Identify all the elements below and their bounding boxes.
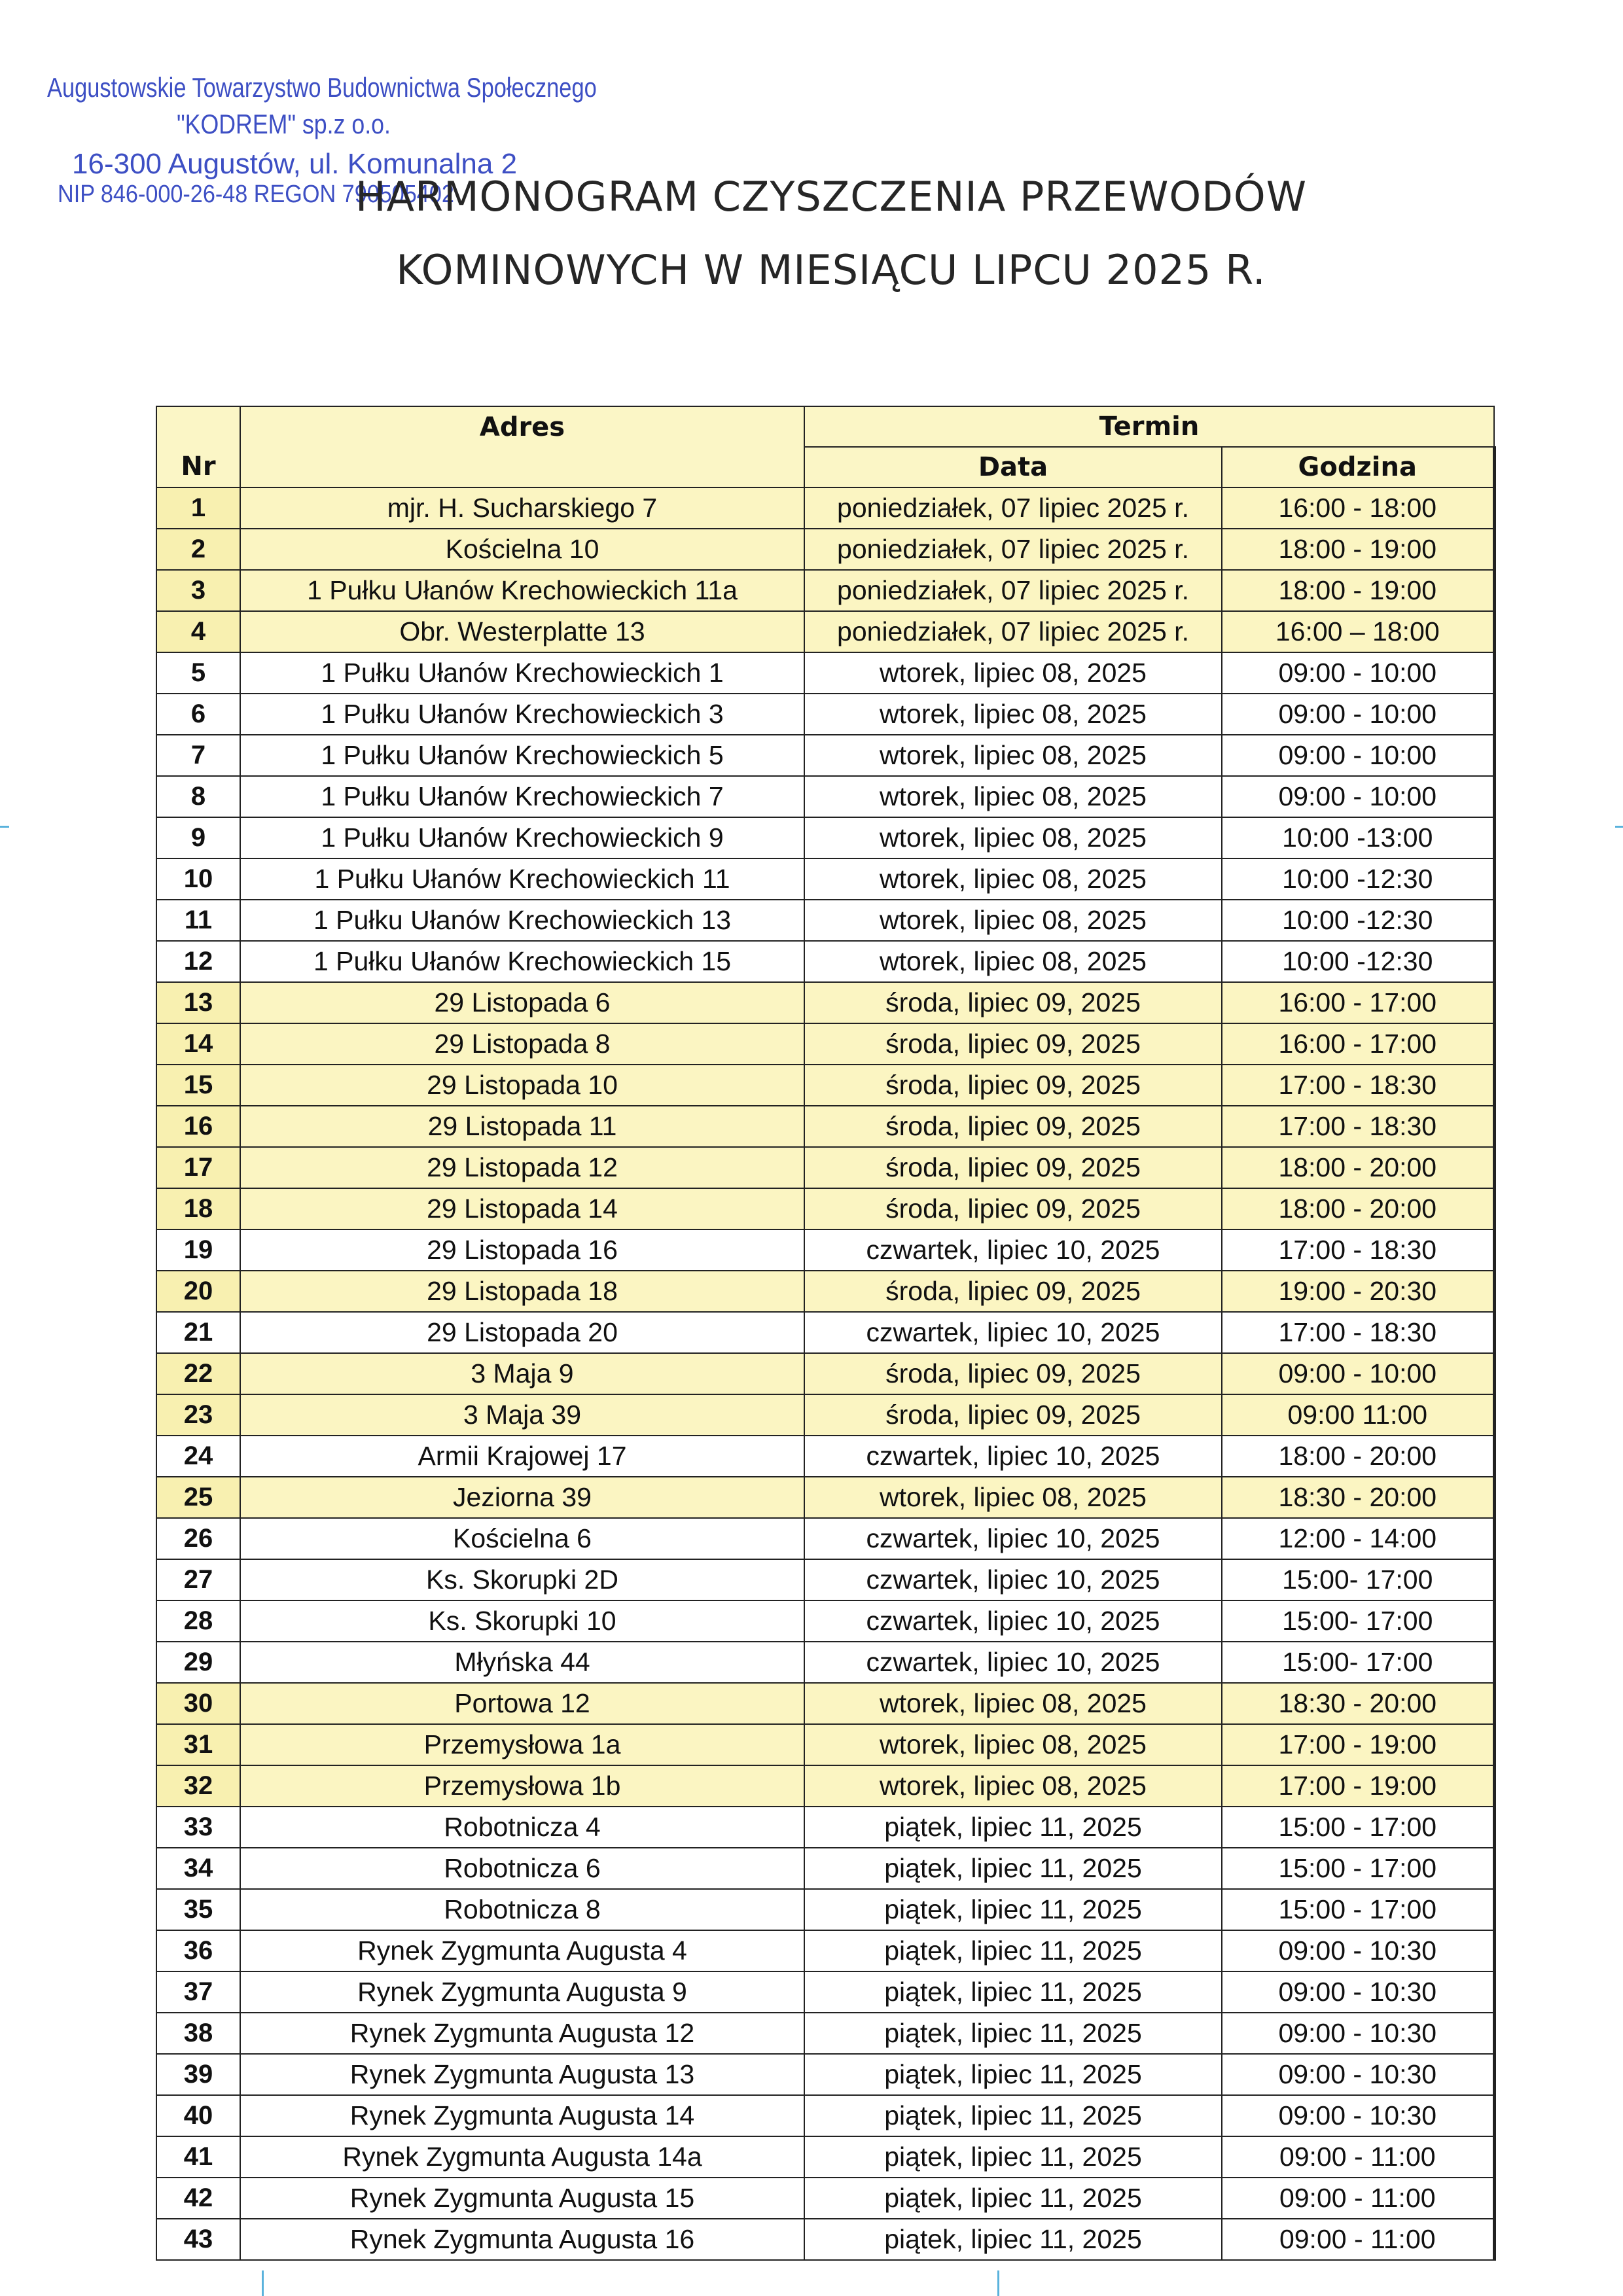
row-data: wtorek, lipiec 08, 2025 <box>804 694 1222 735</box>
row-godzina: 09:00 - 10:00 <box>1222 1353 1494 1394</box>
row-adres: Przemysłowa 1b <box>240 1765 804 1807</box>
row-godzina: 17:00 - 18:30 <box>1222 1106 1494 1147</box>
table-row <box>156 2013 1494 2054</box>
row-godzina: 15:00- 17:00 <box>1222 1642 1494 1683</box>
row-godzina: 09:00 - 11:00 <box>1222 2219 1494 2260</box>
row-nr: 9 <box>156 817 240 858</box>
row-nr: 24 <box>156 1436 240 1477</box>
row-data: piątek, lipiec 11, 2025 <box>804 1889 1222 1930</box>
row-godzina: 12:00 - 14:00 <box>1222 1518 1494 1559</box>
row-adres: Rynek Zygmunta Augusta 15 <box>240 2178 804 2219</box>
row-adres: 1 Pułku Ułanów Krechowieckich 1 <box>240 652 804 694</box>
row-adres: Kościelna 6 <box>240 1518 804 1559</box>
title-line-1: HARMONOGRAM CZYSZCZENIA PRZEWODÓW <box>355 173 1308 221</box>
row-nr: 3 <box>156 570 240 611</box>
row-godzina: 09:00 - 10:30 <box>1222 2054 1494 2095</box>
row-data: czwartek, lipiec 10, 2025 <box>804 1600 1222 1642</box>
row-data: czwartek, lipiec 10, 2025 <box>804 1436 1222 1477</box>
table-row <box>156 1023 1494 1065</box>
row-nr: 2 <box>156 529 240 570</box>
row-data: środa, lipiec 09, 2025 <box>804 1106 1222 1147</box>
row-godzina: 09:00 - 10:00 <box>1222 694 1494 735</box>
table-row <box>156 735 1494 776</box>
row-adres: 29 Listopada 18 <box>240 1271 804 1312</box>
table-row <box>156 1188 1494 1229</box>
row-data: wtorek, lipiec 08, 2025 <box>804 652 1222 694</box>
stamp-line-nip: NIP 846-000-26-48 REGON 790505402 <box>58 181 454 208</box>
row-godzina: 18:00 - 19:00 <box>1222 570 1494 611</box>
row-adres: 29 Listopada 8 <box>240 1023 804 1065</box>
row-nr: 31 <box>156 1724 240 1765</box>
row-data: środa, lipiec 09, 2025 <box>804 1271 1222 1312</box>
row-data: wtorek, lipiec 08, 2025 <box>804 817 1222 858</box>
row-nr: 35 <box>156 1889 240 1930</box>
row-godzina: 09:00 - 10:00 <box>1222 652 1494 694</box>
row-adres: Rynek Zygmunta Augusta 4 <box>240 1930 804 1971</box>
row-data: czwartek, lipiec 10, 2025 <box>804 1559 1222 1600</box>
table-row <box>156 570 1494 611</box>
row-nr: 12 <box>156 941 240 982</box>
table-row <box>156 941 1494 982</box>
row-data: czwartek, lipiec 10, 2025 <box>804 1642 1222 1683</box>
row-godzina: 19:00 - 20:30 <box>1222 1271 1494 1312</box>
row-data: piątek, lipiec 11, 2025 <box>804 1930 1222 1971</box>
row-godzina: 09:00 - 10:30 <box>1222 1971 1494 2013</box>
row-data: czwartek, lipiec 10, 2025 <box>804 1518 1222 1559</box>
table-row <box>156 2054 1494 2095</box>
row-nr: 25 <box>156 1477 240 1518</box>
row-adres: 1 Pułku Ułanów Krechowieckich 3 <box>240 694 804 735</box>
row-data: środa, lipiec 09, 2025 <box>804 1147 1222 1188</box>
table-row <box>156 1229 1494 1271</box>
row-nr: 28 <box>156 1600 240 1642</box>
row-godzina: 16:00 - 18:00 <box>1222 487 1494 529</box>
row-data: piątek, lipiec 11, 2025 <box>804 2136 1222 2178</box>
row-adres: 29 Listopada 11 <box>240 1106 804 1147</box>
schedule-table <box>156 406 1496 2261</box>
header-termin: Termin <box>804 406 1494 447</box>
table-row <box>156 1971 1494 2013</box>
row-nr: 19 <box>156 1229 240 1271</box>
row-adres: Obr. Westerplatte 13 <box>240 611 804 652</box>
table-row <box>156 1807 1494 1848</box>
table-subheader-row <box>156 447 1494 487</box>
row-data: czwartek, lipiec 10, 2025 <box>804 1229 1222 1271</box>
row-adres: Rynek Zygmunta Augusta 14a <box>240 2136 804 2178</box>
table-row <box>156 1518 1494 1559</box>
row-godzina: 17:00 - 19:00 <box>1222 1724 1494 1765</box>
row-data: piątek, lipiec 11, 2025 <box>804 1807 1222 1848</box>
row-adres: Robotnicza 8 <box>240 1889 804 1930</box>
row-godzina: 10:00 -12:30 <box>1222 900 1494 941</box>
row-godzina: 17:00 - 19:00 <box>1222 1765 1494 1807</box>
row-nr: 22 <box>156 1353 240 1394</box>
row-nr: 16 <box>156 1106 240 1147</box>
row-godzina: 15:00- 17:00 <box>1222 1559 1494 1600</box>
row-data: środa, lipiec 09, 2025 <box>804 982 1222 1023</box>
table-row <box>156 1642 1494 1683</box>
row-adres: Robotnicza 4 <box>240 1807 804 1848</box>
row-godzina: 09:00 - 10:30 <box>1222 2095 1494 2136</box>
row-nr: 43 <box>156 2219 240 2260</box>
row-data: środa, lipiec 09, 2025 <box>804 1394 1222 1436</box>
table-row <box>156 1559 1494 1600</box>
row-data: środa, lipiec 09, 2025 <box>804 1353 1222 1394</box>
table-row <box>156 1394 1494 1436</box>
row-adres: Robotnicza 6 <box>240 1848 804 1889</box>
row-godzina: 09:00 11:00 <box>1222 1394 1494 1436</box>
row-nr: 39 <box>156 2054 240 2095</box>
row-data: poniedziałek, 07 lipiec 2025 r. <box>804 529 1222 570</box>
table-row <box>156 2095 1494 2136</box>
table-row <box>156 1147 1494 1188</box>
row-nr: 10 <box>156 858 240 900</box>
row-nr: 32 <box>156 1765 240 1807</box>
scan-edge-mark <box>0 826 9 828</box>
row-godzina: 18:00 - 20:00 <box>1222 1147 1494 1188</box>
row-nr: 33 <box>156 1807 240 1848</box>
stamp-line-company: Augustowskie Towarzystwo Budownictwa Społecznego <box>47 72 597 103</box>
table-row <box>156 982 1494 1023</box>
scan-edge-mark <box>1615 826 1623 828</box>
row-adres: 1 Pułku Ułanów Krechowieckich 15 <box>240 941 804 982</box>
row-data: piątek, lipiec 11, 2025 <box>804 1848 1222 1889</box>
row-data: środa, lipiec 09, 2025 <box>804 1188 1222 1229</box>
row-adres: 1 Pułku Ułanów Krechowieckich 11 <box>240 858 804 900</box>
row-godzina: 15:00 - 17:00 <box>1222 1807 1494 1848</box>
row-nr: 37 <box>156 1971 240 2013</box>
row-data: wtorek, lipiec 08, 2025 <box>804 735 1222 776</box>
row-nr: 7 <box>156 735 240 776</box>
header-data: Data <box>804 447 1222 487</box>
document-title <box>308 160 1355 307</box>
row-adres: Rynek Zygmunta Augusta 16 <box>240 2219 804 2260</box>
row-data: poniedziałek, 07 lipiec 2025 r. <box>804 487 1222 529</box>
table-row <box>156 487 1494 529</box>
row-adres: Przemysłowa 1a <box>240 1724 804 1765</box>
table-row <box>156 1106 1494 1147</box>
row-data: środa, lipiec 09, 2025 <box>804 1065 1222 1106</box>
row-nr: 5 <box>156 652 240 694</box>
row-godzina: 09:00 - 10:00 <box>1222 776 1494 817</box>
row-data: wtorek, lipiec 08, 2025 <box>804 1724 1222 1765</box>
scan-edge-mark <box>997 2270 999 2296</box>
row-data: piątek, lipiec 11, 2025 <box>804 2095 1222 2136</box>
row-adres: Rynek Zygmunta Augusta 12 <box>240 2013 804 2054</box>
row-godzina: 17:00 - 18:30 <box>1222 1229 1494 1271</box>
row-data: wtorek, lipiec 08, 2025 <box>804 1477 1222 1518</box>
row-data: środa, lipiec 09, 2025 <box>804 1023 1222 1065</box>
row-adres: 29 Listopada 12 <box>240 1147 804 1188</box>
row-godzina: 15:00 - 17:00 <box>1222 1889 1494 1930</box>
scan-edge-mark <box>262 2270 264 2296</box>
row-nr: 4 <box>156 611 240 652</box>
table-row <box>156 900 1494 941</box>
row-nr: 36 <box>156 1930 240 1971</box>
header-adres: Adres <box>240 406 804 447</box>
row-nr: 8 <box>156 776 240 817</box>
row-nr: 42 <box>156 2178 240 2219</box>
row-adres: mjr. H. Sucharskiego 7 <box>240 487 804 529</box>
row-data: piątek, lipiec 11, 2025 <box>804 2178 1222 2219</box>
table-row <box>156 1600 1494 1642</box>
stamp-line-address: 16-300 Augustów, ul. Komunalna 2 <box>72 148 518 180</box>
row-godzina: 09:00 - 11:00 <box>1222 2178 1494 2219</box>
row-nr: 15 <box>156 1065 240 1106</box>
row-data: poniedziałek, 07 lipiec 2025 r. <box>804 611 1222 652</box>
row-godzina: 18:00 - 20:00 <box>1222 1188 1494 1229</box>
table-row <box>156 858 1494 900</box>
row-nr: 23 <box>156 1394 240 1436</box>
table-row <box>156 1436 1494 1477</box>
row-nr: 20 <box>156 1271 240 1312</box>
header-adres-spacer <box>240 447 804 487</box>
row-godzina: 09:00 - 10:30 <box>1222 2013 1494 2054</box>
table-row <box>156 1724 1494 1765</box>
row-nr: 27 <box>156 1559 240 1600</box>
row-adres: 3 Maja 9 <box>240 1353 804 1394</box>
row-adres: Rynek Zygmunta Augusta 13 <box>240 2054 804 2095</box>
title-line-2: KOMINOWYCH W MIESIĄCU LIPCU 2025 R. <box>396 246 1266 294</box>
row-godzina: 17:00 - 18:30 <box>1222 1065 1494 1106</box>
row-data: wtorek, lipiec 08, 2025 <box>804 776 1222 817</box>
row-adres: 3 Maja 39 <box>240 1394 804 1436</box>
row-nr: 30 <box>156 1683 240 1724</box>
table-row <box>156 1930 1494 1971</box>
table-row <box>156 1848 1494 1889</box>
table-row <box>156 1065 1494 1106</box>
row-data: wtorek, lipiec 08, 2025 <box>804 858 1222 900</box>
table-row <box>156 652 1494 694</box>
row-adres: 29 Listopada 6 <box>240 982 804 1023</box>
row-godzina: 18:00 - 20:00 <box>1222 1436 1494 1477</box>
row-adres: 29 Listopada 16 <box>240 1229 804 1271</box>
row-nr: 1 <box>156 487 240 529</box>
table-row <box>156 2219 1494 2260</box>
table-row <box>156 2178 1494 2219</box>
row-data: wtorek, lipiec 08, 2025 <box>804 900 1222 941</box>
table-row <box>156 1683 1494 1724</box>
row-godzina: 18:30 - 20:00 <box>1222 1477 1494 1518</box>
row-godzina: 16:00 – 18:00 <box>1222 611 1494 652</box>
table-body <box>156 487 1494 2260</box>
row-nr: 6 <box>156 694 240 735</box>
table-row <box>156 1271 1494 1312</box>
row-data: poniedziałek, 07 lipiec 2025 r. <box>804 570 1222 611</box>
row-adres: Kościelna 10 <box>240 529 804 570</box>
row-adres: 1 Pułku Ułanów Krechowieckich 13 <box>240 900 804 941</box>
row-nr: 21 <box>156 1312 240 1353</box>
row-data: piątek, lipiec 11, 2025 <box>804 2054 1222 2095</box>
row-godzina: 16:00 - 17:00 <box>1222 1023 1494 1065</box>
row-godzina: 18:30 - 20:00 <box>1222 1683 1494 1724</box>
row-nr: 34 <box>156 1848 240 1889</box>
row-nr: 17 <box>156 1147 240 1188</box>
row-data: wtorek, lipiec 08, 2025 <box>804 1683 1222 1724</box>
table-row <box>156 776 1494 817</box>
row-godzina: 10:00 -13:00 <box>1222 817 1494 858</box>
row-data: wtorek, lipiec 08, 2025 <box>804 941 1222 982</box>
table-row <box>156 817 1494 858</box>
table-row <box>156 1765 1494 1807</box>
row-godzina: 18:00 - 19:00 <box>1222 529 1494 570</box>
row-nr: 13 <box>156 982 240 1023</box>
row-adres: 1 Pułku Ułanów Krechowieckich 5 <box>240 735 804 776</box>
header-nr: Nr <box>156 406 240 487</box>
table-row <box>156 611 1494 652</box>
row-adres: 1 Pułku Ułanów Krechowieckich 9 <box>240 817 804 858</box>
row-adres: Młyńska 44 <box>240 1642 804 1683</box>
row-adres: Ks. Skorupki 10 <box>240 1600 804 1642</box>
header-godzina: Godzina <box>1222 447 1494 487</box>
row-godzina: 09:00 - 10:00 <box>1222 735 1494 776</box>
row-data: piątek, lipiec 11, 2025 <box>804 2013 1222 2054</box>
table-row <box>156 1889 1494 1930</box>
row-nr: 29 <box>156 1642 240 1683</box>
row-adres: 29 Listopada 20 <box>240 1312 804 1353</box>
row-godzina: 09:00 - 11:00 <box>1222 2136 1494 2178</box>
row-nr: 38 <box>156 2013 240 2054</box>
row-godzina: 10:00 -12:30 <box>1222 941 1494 982</box>
row-adres: Jeziorna 39 <box>240 1477 804 1518</box>
row-godzina: 15:00- 17:00 <box>1222 1600 1494 1642</box>
table-header-row <box>156 406 1494 447</box>
row-data: czwartek, lipiec 10, 2025 <box>804 1312 1222 1353</box>
row-godzina: 09:00 - 10:30 <box>1222 1930 1494 1971</box>
row-adres: Armii Krajowej 17 <box>240 1436 804 1477</box>
table-row <box>156 2136 1494 2178</box>
table-row <box>156 1353 1494 1394</box>
table-row <box>156 1477 1494 1518</box>
row-adres: Rynek Zygmunta Augusta 9 <box>240 1971 804 2013</box>
row-nr: 41 <box>156 2136 240 2178</box>
row-godzina: 10:00 -12:30 <box>1222 858 1494 900</box>
row-godzina: 15:00 - 17:00 <box>1222 1848 1494 1889</box>
row-adres: 1 Pułku Ułanów Krechowieckich 11a <box>240 570 804 611</box>
row-adres: 29 Listopada 14 <box>240 1188 804 1229</box>
row-adres: 29 Listopada 10 <box>240 1065 804 1106</box>
row-godzina: 16:00 - 17:00 <box>1222 982 1494 1023</box>
row-nr: 14 <box>156 1023 240 1065</box>
row-adres: 1 Pułku Ułanów Krechowieckich 7 <box>240 776 804 817</box>
table-row <box>156 694 1494 735</box>
row-nr: 18 <box>156 1188 240 1229</box>
row-data: piątek, lipiec 11, 2025 <box>804 2219 1222 2260</box>
row-data: piątek, lipiec 11, 2025 <box>804 1971 1222 2013</box>
row-adres: Portowa 12 <box>240 1683 804 1724</box>
row-godzina: 17:00 - 18:30 <box>1222 1312 1494 1353</box>
stamp-line-name: "KODREM" sp.z o.o. <box>177 109 391 139</box>
row-adres: Rynek Zygmunta Augusta 14 <box>240 2095 804 2136</box>
row-data: wtorek, lipiec 08, 2025 <box>804 1765 1222 1807</box>
row-nr: 40 <box>156 2095 240 2136</box>
row-adres: Ks. Skorupki 2D <box>240 1559 804 1600</box>
table-row <box>156 529 1494 570</box>
row-nr: 11 <box>156 900 240 941</box>
row-nr: 26 <box>156 1518 240 1559</box>
table-row <box>156 1312 1494 1353</box>
